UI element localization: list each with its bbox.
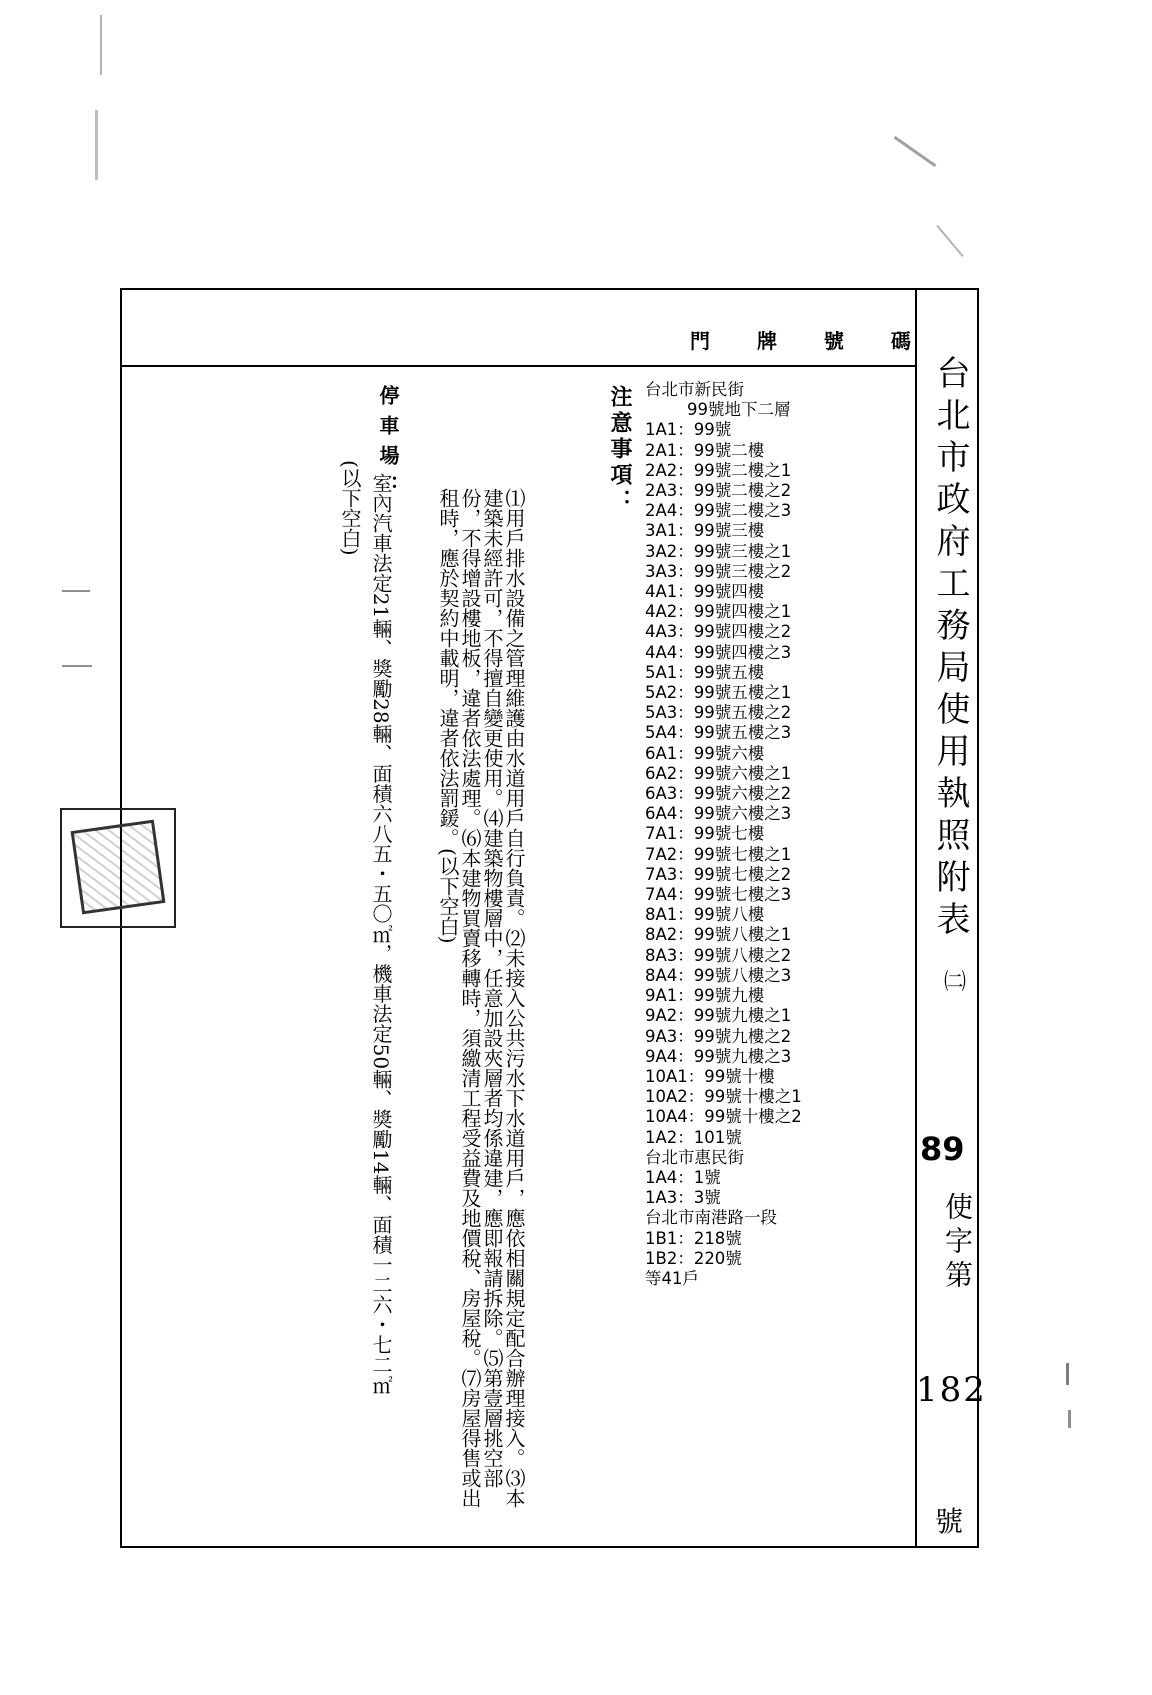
address-line: 7A2：99號七樓之1	[645, 844, 792, 864]
address-line: 10A4：99號十樓之2	[645, 1107, 802, 1127]
address-line: 99號地下二層	[645, 400, 791, 420]
address-line: 6A4：99號六樓之3	[645, 804, 792, 824]
parking-heading: 停車場：	[376, 385, 400, 505]
form-frame	[120, 288, 978, 1548]
address-line: 9A1：99號九樓	[645, 986, 765, 1006]
address-line: 7A1：99號七樓	[645, 824, 765, 844]
address-line: 3A3：99號三樓之2	[645, 561, 792, 581]
address-line: 1B2：220號	[645, 1248, 742, 1268]
address-line: 10A2：99號十樓之1	[645, 1087, 802, 1107]
address-line: 4A4：99號四樓之3	[645, 642, 792, 662]
notes-heading: 注意事項：	[607, 385, 633, 515]
scan-mark	[1066, 1363, 1069, 1385]
address-list	[645, 380, 802, 1289]
address-line: 6A3：99號六樓之2	[645, 784, 792, 804]
scan-mark	[62, 590, 90, 592]
permit-year: 89	[920, 1130, 965, 1168]
address-line: 5A4：99號五樓之3	[645, 723, 792, 743]
address-line: 6A1：99號六樓	[645, 743, 765, 763]
frame-right-border	[977, 288, 979, 1548]
permit-type-label: 使字第	[941, 1192, 974, 1294]
address-line: 5A3：99號五樓之2	[645, 703, 792, 723]
scan-mark	[62, 665, 92, 667]
address-line: 1B1：218號	[645, 1228, 742, 1248]
address-line: 9A3：99號九樓之2	[645, 1026, 792, 1046]
address-line: 8A4：99號八樓之3	[645, 965, 792, 985]
scan-mark	[95, 110, 98, 180]
address-line: 8A2：99號八樓之1	[645, 925, 792, 945]
form-title: 台北市政府工務局使用執照附表	[930, 355, 970, 943]
address-line: 5A2：99號五樓之1	[645, 683, 792, 703]
address-line: 7A4：99號七樓之3	[645, 885, 792, 905]
address-line: 台北市新民街	[645, 380, 744, 399]
address-line: 2A1：99號二樓	[645, 440, 765, 460]
form-title-suffix: ㈡	[944, 970, 967, 995]
sidebar-divider	[915, 288, 917, 1548]
scan-mark	[936, 225, 963, 257]
address-line: 2A3：99號二樓之2	[645, 481, 792, 501]
address-line: 2A4：99號二樓之3	[645, 501, 792, 521]
address-line: 9A2：99號九樓之1	[645, 1006, 792, 1026]
address-line: 1A2：101號	[645, 1127, 742, 1147]
permit-number: 182	[916, 1370, 987, 1410]
parking-body	[368, 460, 420, 1540]
parking-blank-note: (以下空白)	[338, 460, 362, 556]
notes-body: ⑴用戶排水設備之管理維護由水道用戶自行負責。⑵未接入公共污水下水道用戶，應依相關規定配合辦理接入。⑶本建築未經許可，不得擅自變更使用。⑷建築物樓層中，任意加設夾層者均係違建，應即報請拆除。⑸第壹層挑空部份，不得增設樓地板，違者依法處理。⑹本建物買賣移轉時，須繳清工程受益費及地價稅、房屋稅。⑺房屋得售或出租時，應於契約中載明，違者依法罰鍰。(以下空白)	[436, 488, 526, 1508]
address-line: 7A3：99號七樓之2	[645, 864, 792, 884]
address-line: 2A2：99號二樓之1	[645, 460, 792, 480]
scan-mark	[894, 136, 937, 167]
address-line: 1A1：99號	[645, 420, 732, 440]
door-number-header: 門 牌 號 碼	[690, 329, 931, 353]
header-rule	[120, 365, 917, 367]
address-line: 1A3：3號	[645, 1188, 721, 1208]
address-line: 3A1：99號三樓	[645, 521, 765, 541]
scan-mark	[1068, 1410, 1071, 1428]
parking-details: 室內汽車法定21輛、獎勵28輛、面積六八五・五〇㎡，機車法定50輛、獎勵14輛、面積一二六・七二㎡	[369, 472, 393, 1395]
address-line: 1A4：1號	[645, 1167, 721, 1187]
address-line: 等41戶	[645, 1268, 699, 1288]
address-line: 4A3：99號四樓之2	[645, 622, 792, 642]
address-line: 10A1：99號十樓	[645, 1066, 775, 1086]
address-line: 4A1：99號四樓	[645, 582, 765, 602]
official-seal-icon	[71, 820, 166, 915]
address-line: 8A1：99號八樓	[645, 905, 765, 925]
address-line: 台北市南港路一段	[645, 1208, 777, 1228]
permit-number-suffix: 號	[935, 1505, 964, 1538]
address-line: 台北市惠民街	[645, 1147, 744, 1167]
address-line: 5A1：99號五樓	[645, 662, 765, 682]
address-line: 9A4：99號九樓之3	[645, 1046, 792, 1066]
address-line: 8A3：99號八樓之2	[645, 945, 792, 965]
address-line: 3A2：99號三樓之1	[645, 541, 792, 561]
address-line: 6A2：99號六樓之1	[645, 763, 792, 783]
address-line: 4A2：99號四樓之1	[645, 602, 792, 622]
scan-mark	[100, 15, 102, 75]
